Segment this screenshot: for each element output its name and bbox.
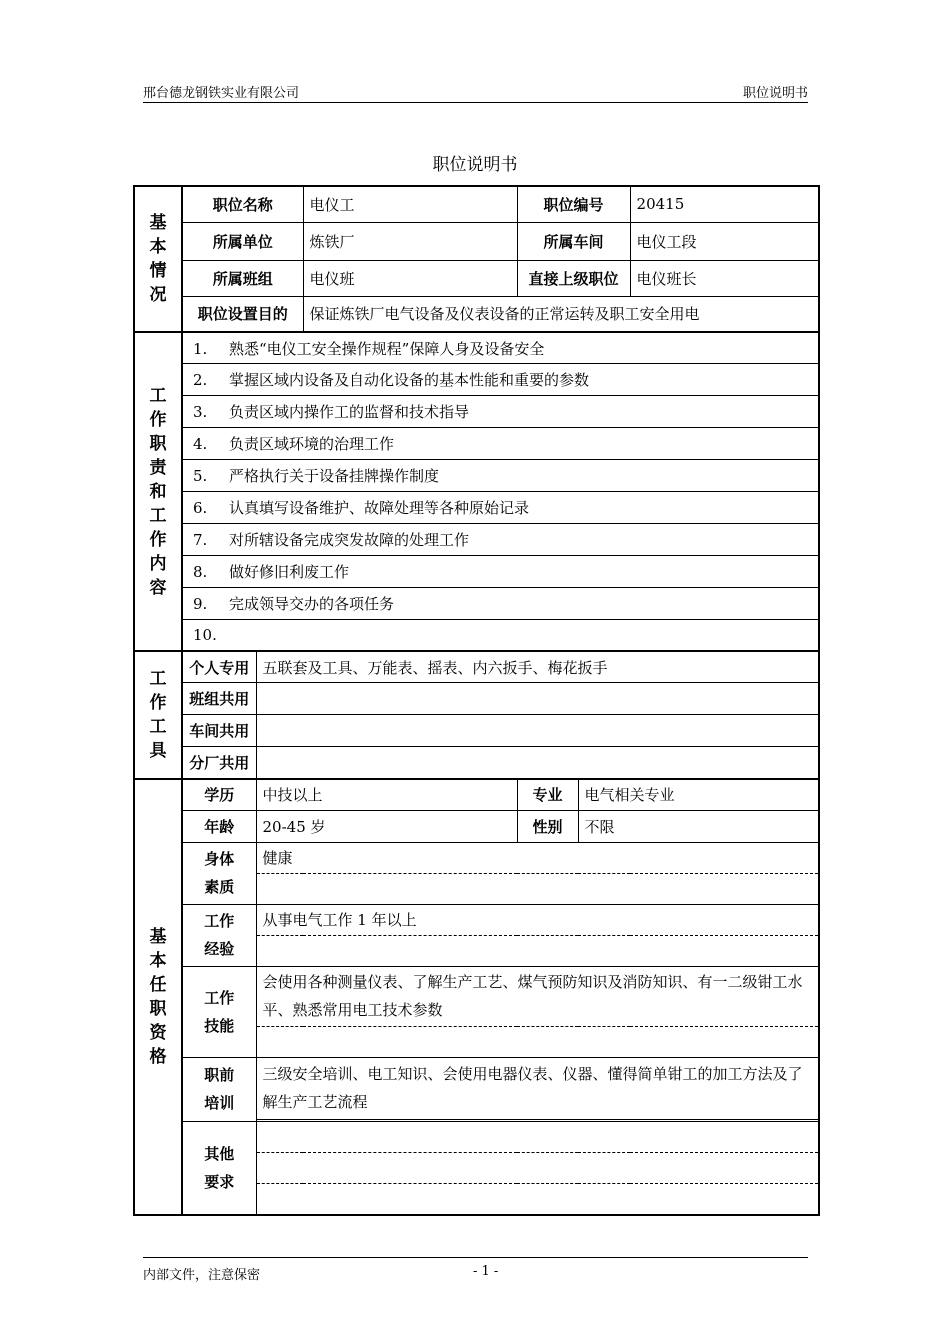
page-footer bbox=[143, 1257, 808, 1283]
health: 健康 bbox=[256, 842, 819, 873]
duty-item: 4. 负责区域环境的治理工作 bbox=[182, 428, 819, 460]
duty-item: 10. bbox=[182, 620, 819, 652]
duty-item: 5. 严格执行关于设备挂牌操作制度 bbox=[182, 460, 819, 492]
unit: 炼铁厂 bbox=[303, 222, 517, 260]
skill-blank bbox=[256, 1026, 819, 1057]
education: 中技以上 bbox=[256, 779, 517, 811]
team-tools bbox=[256, 683, 819, 715]
skill-label: 工作技能 bbox=[182, 966, 256, 1057]
training-label: 职前培训 bbox=[182, 1057, 256, 1121]
plant-tools bbox=[256, 747, 819, 779]
position-name-label: 职位名称 bbox=[182, 186, 303, 222]
superior: 电仪班长 bbox=[630, 260, 819, 296]
section-qualifications: 基本任职资格 bbox=[134, 779, 182, 1215]
experience: 从事电气工作 1 年以上 bbox=[256, 904, 819, 935]
age: 20-45 岁 bbox=[256, 810, 517, 842]
other bbox=[256, 1121, 819, 1152]
page-header bbox=[143, 80, 808, 103]
age-label: 年龄 bbox=[182, 810, 256, 842]
training: 三级安全培训、电工知识、会使用电器仪表、仪器、懂得简单钳工的加工方法及了解生产工艺流程 bbox=[256, 1057, 819, 1119]
duty-item: 8. 做好修旧利废工作 bbox=[182, 556, 819, 588]
education-label: 学历 bbox=[182, 779, 256, 811]
personal-tools-label: 个人专用 bbox=[182, 651, 256, 683]
unit-label: 所属单位 bbox=[182, 222, 303, 260]
experience-blank bbox=[256, 935, 819, 966]
section-tools: 工作工具 bbox=[134, 651, 182, 779]
company-name: 邢台德龙钢铁实业有限公司 bbox=[143, 86, 300, 101]
position-no-label: 职位编号 bbox=[517, 186, 630, 222]
purpose-label: 职位设置目的 bbox=[182, 296, 303, 332]
health-label: 身体素质 bbox=[182, 842, 256, 904]
workshop: 电仪工段 bbox=[630, 222, 819, 260]
major-label: 专业 bbox=[517, 779, 578, 811]
purpose: 保证炼铁厂电气设备及仪表设备的正常运转及职工安全用电 bbox=[303, 296, 819, 332]
gender: 不限 bbox=[578, 810, 819, 842]
position-no: 20415 bbox=[630, 186, 819, 222]
personal-tools: 五联套及工具、万能表、摇表、内六扳手、梅花扳手 bbox=[256, 651, 819, 683]
team-label: 所属班组 bbox=[182, 260, 303, 296]
duty-item: 3. 负责区域内操作工的监督和技术指导 bbox=[182, 396, 819, 428]
skill: 会使用各种测量仪表、了解生产工艺、煤气预防知识及消防知识、有一二级钳工水平、熟悉常用电工技术参数 bbox=[256, 966, 819, 1026]
job-description-table bbox=[133, 185, 820, 1216]
team: 电仪班 bbox=[303, 260, 517, 296]
workshop-tools-label: 车间共用 bbox=[182, 715, 256, 747]
health-blank bbox=[256, 873, 819, 904]
page-number: - 1 - bbox=[473, 1264, 499, 1279]
duty-item: 1. 熟悉“电仪工安全操作规程”保障人身及设备安全 bbox=[182, 332, 819, 364]
duty-item: 9. 完成领导交办的各项任务 bbox=[182, 588, 819, 620]
team-tools-label: 班组共用 bbox=[182, 683, 256, 715]
other-label: 其他要求 bbox=[182, 1121, 256, 1215]
doc-type: 职位说明书 bbox=[742, 86, 808, 101]
confidential-note: 内部文件，注意保密 bbox=[143, 1268, 261, 1283]
gender-label: 性别 bbox=[517, 810, 578, 842]
other-blank-1 bbox=[256, 1152, 819, 1183]
position-name: 电仪工 bbox=[303, 186, 517, 222]
plant-tools-label: 分厂共用 bbox=[182, 747, 256, 779]
experience-label: 工作经验 bbox=[182, 904, 256, 966]
duty-item: 6. 认真填写设备维护、故障处理等各种原始记录 bbox=[182, 492, 819, 524]
workshop-label: 所属车间 bbox=[517, 222, 630, 260]
superior-label: 直接上级职位 bbox=[517, 260, 630, 296]
document-title: 职位说明书 bbox=[432, 155, 518, 175]
other-blank-2 bbox=[256, 1183, 819, 1215]
section-duties: 工作职责和工作内容 bbox=[134, 332, 182, 651]
section-basic: 基本情况 bbox=[134, 186, 182, 332]
workshop-tools bbox=[256, 715, 819, 747]
major: 电气相关专业 bbox=[578, 779, 819, 811]
duty-item: 7. 对所辖设备完成突发故障的处理工作 bbox=[182, 524, 819, 556]
duty-item: 2. 掌握区域内设备及自动化设备的基本性能和重要的参数 bbox=[182, 364, 819, 396]
